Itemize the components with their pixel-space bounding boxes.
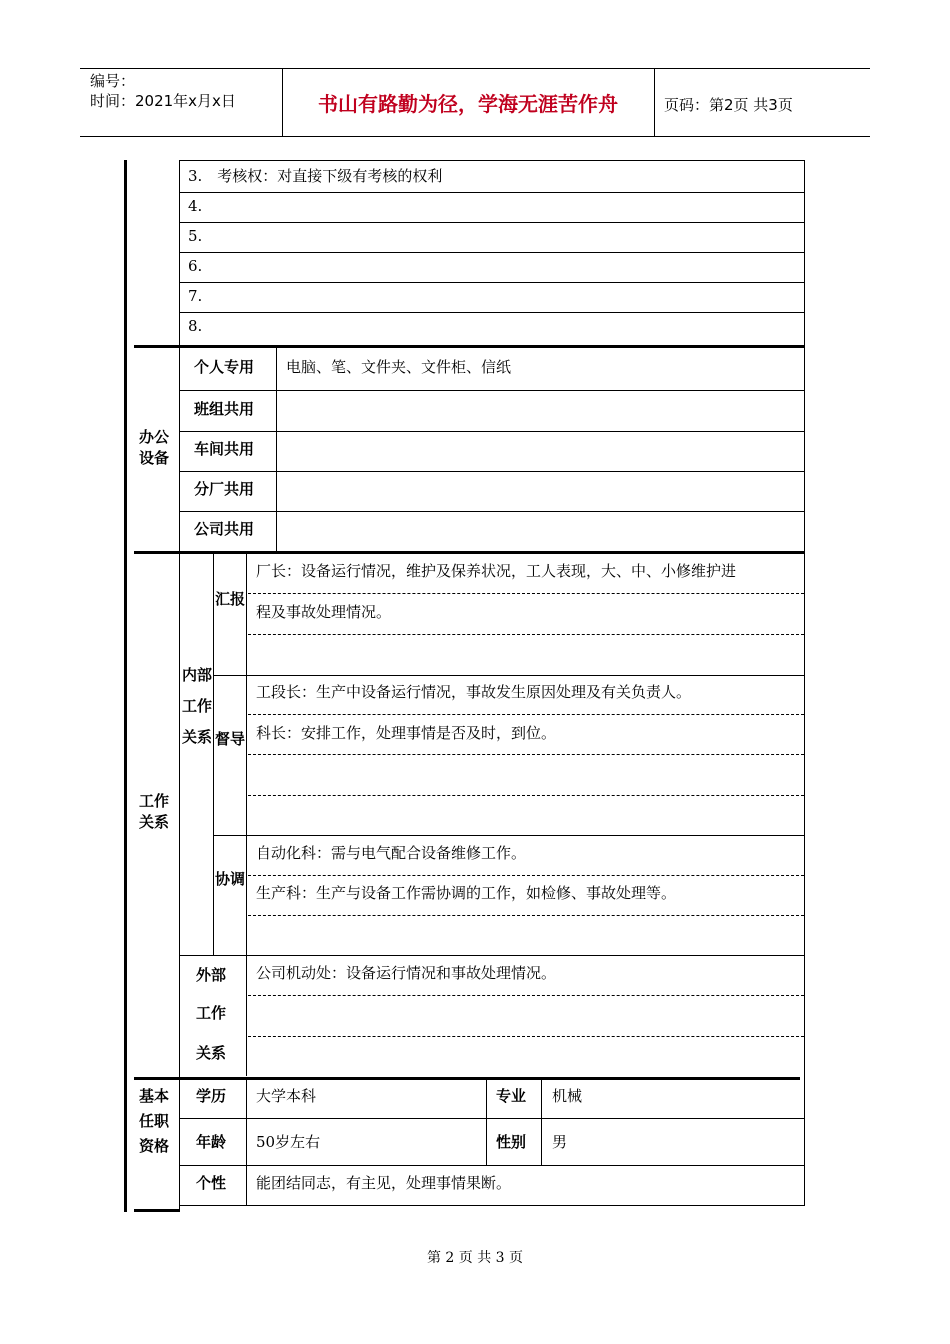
dashed-rule xyxy=(248,754,804,755)
col-rule xyxy=(213,553,214,955)
major-label: 专业 xyxy=(496,1087,527,1105)
row-rule xyxy=(213,675,805,676)
header-motto: 书山有路勤为径，学海无涯苦作舟 xyxy=(318,91,618,116)
rights-row: 8. xyxy=(188,317,203,335)
equipment-label: 车间共用 xyxy=(194,440,255,458)
doc-date-label: 时间：2021年x月x日 xyxy=(90,92,236,110)
external-relations-label: 外部 xyxy=(196,966,227,984)
coordinate-line: 生产科：生产与设备工作需协调的工作，如检修、事故处理等。 xyxy=(256,884,677,902)
gender-label: 性别 xyxy=(496,1133,527,1151)
equipment-label: 公司共用 xyxy=(194,520,255,538)
dashed-rule xyxy=(248,795,804,796)
equipment-label: 分厂共用 xyxy=(194,480,255,498)
dashed-rule xyxy=(248,714,804,715)
row-rule xyxy=(179,222,805,223)
col-rule xyxy=(486,1079,487,1165)
row-rule xyxy=(179,192,805,193)
dashed-rule xyxy=(248,593,804,594)
external-relations-label: 关系 xyxy=(196,1044,227,1062)
row-rule xyxy=(179,1165,805,1166)
supervise-line: 工段长：生产中设备运行情况，事故发生原因处理及有关负责人。 xyxy=(256,683,692,701)
age-label: 年龄 xyxy=(196,1133,227,1151)
section-rule xyxy=(134,1077,800,1080)
education-value: 大学本科 xyxy=(256,1087,317,1105)
dashed-rule xyxy=(248,634,804,635)
age-value: 50岁左右 xyxy=(256,1133,321,1151)
row-rule xyxy=(179,471,805,472)
coordinate-label: 协调 xyxy=(215,870,246,888)
doc-number-label: 编号： xyxy=(90,72,136,90)
report-line: 程及事故处理情况。 xyxy=(256,603,392,621)
row-rule xyxy=(179,282,805,283)
report-label: 汇报 xyxy=(215,590,246,608)
coordinate-line: 自动化科：需与电气配合设备维修工作。 xyxy=(256,844,527,862)
page-indicator: 页码：第2页 共3页 xyxy=(664,96,793,114)
internal-relations-label: 内部工作关系 xyxy=(182,666,213,746)
table-right-border xyxy=(804,160,805,1206)
rights-row: 7. xyxy=(188,287,203,305)
col-rule xyxy=(246,1079,247,1206)
row-rule xyxy=(213,835,805,836)
supervise-label: 督导 xyxy=(215,730,246,748)
external-relations-label: 工作 xyxy=(196,1004,227,1022)
dashed-rule xyxy=(248,1036,804,1037)
supervise-line: 科长：安排工作，处理事情是否及时，到位。 xyxy=(256,724,557,742)
rights-row: 3. 考核权：对直接下级有考核的权利 xyxy=(188,167,443,185)
col-rule xyxy=(541,1079,542,1165)
col-rule xyxy=(276,347,277,552)
header-bottom-rule xyxy=(80,136,870,137)
row-rule xyxy=(179,1205,805,1206)
row-rule xyxy=(179,431,805,432)
major-value: 机械 xyxy=(552,1087,583,1105)
dashed-rule xyxy=(248,875,804,876)
row-rule xyxy=(179,390,805,391)
dashed-rule xyxy=(248,915,804,916)
qualifications-section-label: 基本任职资格 xyxy=(139,1087,170,1155)
rights-row: 6. xyxy=(188,257,203,275)
section-rule xyxy=(134,551,804,554)
equipment-section-label: 办公设备 xyxy=(139,428,170,467)
equipment-label: 班组共用 xyxy=(194,400,255,418)
equipment-label: 个人专用 xyxy=(194,358,255,376)
personality-value: 能团结同志，有主见，处理事情果断。 xyxy=(256,1174,512,1192)
education-label: 学历 xyxy=(196,1087,227,1105)
rights-row: 4. xyxy=(188,197,203,215)
section-rule xyxy=(134,345,804,348)
report-line: 厂长：设备运行情况，维护及保养状况，工人表现，大、中、小修维护进 xyxy=(256,562,737,580)
row-rule xyxy=(179,1118,805,1119)
row-rule xyxy=(179,252,805,253)
section-divider xyxy=(179,160,180,1212)
work-relations-section-label: 工作关系 xyxy=(139,792,170,831)
page-footer: 第 2 页 共 3 页 xyxy=(426,1250,524,1266)
header-divider xyxy=(654,68,655,136)
equipment-value: 电脑、笔、文件夹、文件柜、信纸 xyxy=(286,358,512,376)
row-rule xyxy=(179,312,805,313)
dashed-rule xyxy=(248,995,804,996)
row-rule xyxy=(179,511,805,512)
personality-label: 个性 xyxy=(196,1174,227,1192)
section-rule xyxy=(134,1209,180,1212)
row-rule xyxy=(179,955,805,956)
row-rule xyxy=(179,160,805,161)
gender-value: 男 xyxy=(552,1133,568,1151)
rights-row: 5. xyxy=(188,227,203,245)
external-line: 公司机动处：设备运行情况和事故处理情况。 xyxy=(256,964,557,982)
table-left-border xyxy=(124,160,127,1212)
col-rule xyxy=(246,553,247,1076)
